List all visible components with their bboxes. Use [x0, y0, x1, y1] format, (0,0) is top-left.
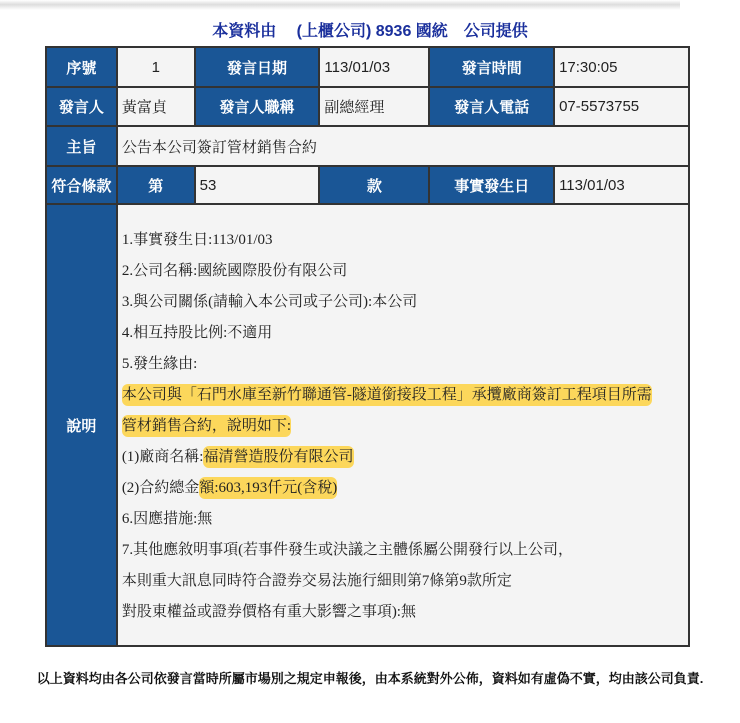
- date-value: 113/01/03: [319, 47, 429, 87]
- desc-line: 對股東權益或證券價格有重大影響之事項):無: [121, 604, 416, 620]
- date-label: 發言日期: [195, 47, 320, 87]
- seq-label: 序號: [46, 47, 117, 87]
- speaker-value: 黃富貞: [117, 87, 195, 126]
- highlighted-text: 本公司與「石門水庫至新竹聯通管-隧道銜接段工程」承攬廠商簽訂工程項目所需: [122, 384, 652, 406]
- table-row: [46, 47, 689, 87]
- top-divider: [0, 0, 680, 10]
- fact-date-label: 事實發生日: [429, 166, 554, 204]
- clause-di: 第: [117, 166, 195, 204]
- table-row: [46, 166, 689, 204]
- desc-line: 5.發生緣由:: [121, 356, 198, 372]
- speaker-title-value: 副總經理: [319, 87, 429, 126]
- highlighted-text: 管材銷售合約，說明如下:: [122, 415, 291, 437]
- desc-line: 3.與公司關係(請輸入本公司或子公司):本公司: [121, 294, 418, 310]
- desc-line: (2)合約總金: [121, 480, 200, 496]
- speaker-label: 發言人: [46, 87, 117, 126]
- clause-value: 53: [195, 166, 320, 204]
- table-row: [46, 87, 689, 126]
- desc-line: 1.事實發生日:113/01/03: [121, 232, 273, 248]
- phone-value: 07-5573755: [554, 87, 689, 126]
- time-value: 17:30:05: [554, 47, 689, 87]
- speaker-title-label: 發言人職稱: [195, 87, 320, 126]
- subject-value: 公告本公司簽訂管材銷售合約: [117, 126, 689, 166]
- time-label: 發言時間: [429, 47, 554, 87]
- page-title: 本資料由 (上櫃公司) 8936 國統 公司提供: [212, 23, 528, 40]
- seq-value: 1: [117, 47, 195, 87]
- table-row: [46, 126, 689, 166]
- announcement-table: [45, 46, 690, 647]
- desc-line: 7.其他應敘明事項(若事件發生或決議之主體係屬公開發行以上公司，: [121, 542, 574, 558]
- highlighted-text: 福清營造股份有限公司: [203, 446, 353, 468]
- table-row: [46, 204, 689, 646]
- desc-line: (1)廠商名稱:: [121, 449, 204, 465]
- highlighted-text: 額:603,193仟元(含稅): [199, 477, 337, 499]
- clause-kuan: 款: [319, 166, 429, 204]
- desc-line: 6.因應措施:無: [121, 511, 213, 527]
- fact-date-value: 113/01/03: [554, 166, 689, 204]
- desc-label: 說明: [46, 204, 117, 646]
- subject-label: 主旨: [46, 126, 117, 166]
- phone-label: 發言人電話: [429, 87, 554, 126]
- desc-line: 本則重大訊息同時符合證券交易法施行細則第7條第9款所定: [121, 573, 512, 589]
- clause-label: 符合條款: [46, 166, 117, 204]
- disclaimer: 以上資料均由各公司依發言當時所屬市場別之規定申報後，由本系統對外公佈，資料如有虛偽不實，均由該公司負責.: [36, 671, 704, 686]
- desc-body: [117, 204, 689, 646]
- desc-line: 4.相互持股比例:不適用: [121, 325, 273, 341]
- desc-line: 2.公司名稱:國統國際股份有限公司: [121, 263, 348, 279]
